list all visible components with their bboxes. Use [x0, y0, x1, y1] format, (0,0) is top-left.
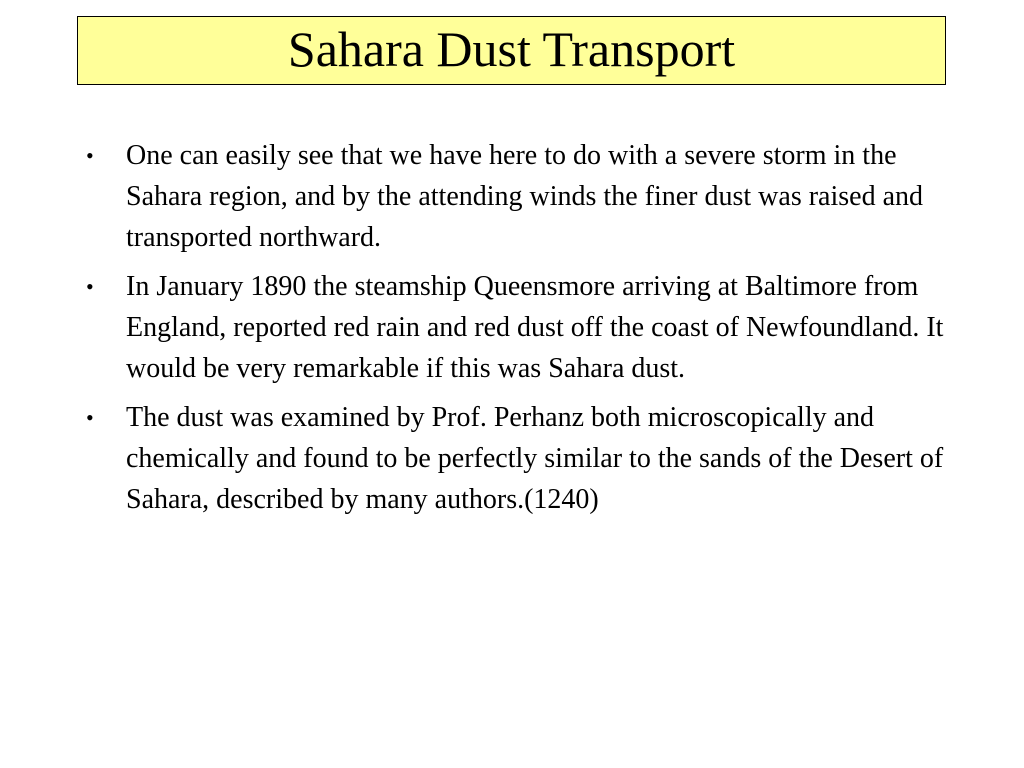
bullet-list: [86, 135, 946, 528]
title-box: [77, 16, 946, 85]
bullet-marker-icon: •: [86, 274, 94, 299]
slide-title: Sahara Dust Transport: [287, 20, 736, 77]
bullet-text: One can easily see that we have here to do with a severe storm in the Sahara region, and by the attending winds the finer dust was raised and transported northward.: [126, 140, 924, 253]
bullet-item: [86, 266, 946, 389]
bullet-item: [86, 135, 946, 258]
bullet-marker-icon: •: [86, 143, 94, 168]
bullet-marker-icon: •: [86, 405, 94, 430]
bullet-item: [86, 397, 946, 520]
bullet-text: The dust was examined by Prof. Perhanz both microscopically and chemically and found to be perfectly similar to the sands of the Desert of Sahara, described by many authors.(1240): [126, 402, 944, 515]
bullet-text: In January 1890 the steamship Queensmore arriving at Baltimore from England, reported red rain and red dust off the coast of Newfoundland. It would be very remarkable if this was Sahara dust.: [126, 271, 944, 384]
